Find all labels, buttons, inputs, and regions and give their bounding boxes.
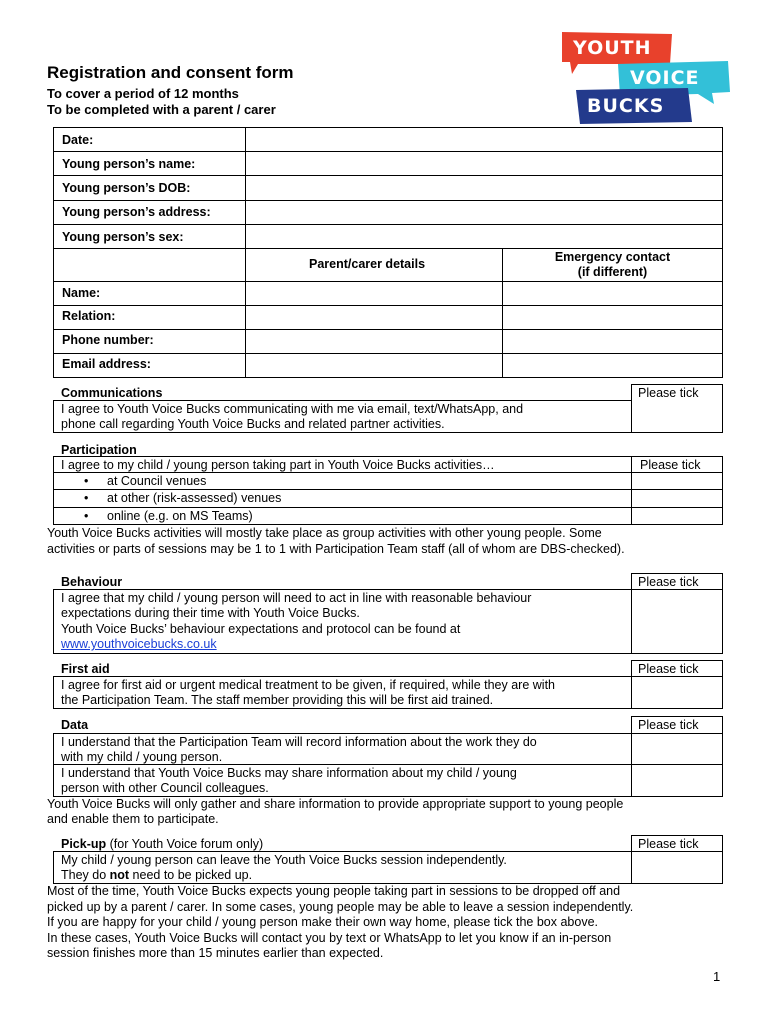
participation-option-other: at other (risk-assessed) venues <box>107 491 282 505</box>
dob-label: Young person’s DOB: <box>62 181 191 195</box>
logo-word-voice: VOICE <box>630 67 700 89</box>
data-record-tick-box[interactable] <box>632 734 722 764</box>
bullet-icon: • <box>84 474 89 488</box>
data-heading: Data <box>61 718 89 732</box>
behaviour-text-1: I agree that my child / young person will need to act in line with reasonable behaviour <box>61 591 532 605</box>
pickup-note-3: If you are happy for your child / young person make their own way home, please tick the box above. <box>47 915 599 929</box>
participation-intro: I agree to my child / young person taking part in Youth Voice Bucks activities… <box>61 458 495 472</box>
communications-heading: Communications <box>61 386 163 400</box>
emergency-header-sub: (if different) <box>577 265 648 279</box>
address-label: Young person’s address: <box>62 205 211 219</box>
behaviour-tick-label: Please tick <box>638 575 699 589</box>
participation-heading: Participation <box>61 443 137 457</box>
first-aid-text-2: the Participation Team. The staff member providing this will be first aid trained. <box>61 693 494 707</box>
relation-label: Relation: <box>62 309 116 323</box>
council-venues-tick-box[interactable] <box>632 473 722 489</box>
parent-header: Parent/carer details <box>309 257 426 271</box>
date-label: Date: <box>62 133 94 147</box>
online-tick-box[interactable] <box>632 508 722 524</box>
pickup-heading-wrap <box>61 837 263 853</box>
other-venues-tick-box[interactable] <box>632 490 722 507</box>
behaviour-link[interactable]: www.youthvoicebucks.co.uk <box>61 637 217 651</box>
participation-note-2: activities or parts of sessions may be 1 to 1 with Participation Team staff (all of whom are DBS-checked). <box>47 542 625 556</box>
data-tick-label: Please tick <box>638 718 699 732</box>
page-number: 1 <box>713 969 721 984</box>
first-aid-heading: First aid <box>61 662 110 676</box>
participation-option-council: at Council venues <box>107 474 207 488</box>
data-share-text-2: person with other Council colleagues. <box>61 781 269 795</box>
subtitle-instruction: To be completed with a parent / carer <box>47 102 276 117</box>
sex-label: Young person’s sex: <box>62 230 184 244</box>
behaviour-link-wrap <box>61 637 217 653</box>
name-label: Young person’s name: <box>62 157 196 171</box>
first-aid-text-1: I agree for first aid or urgent medical treatment to be given, if required, while they are with <box>61 678 555 692</box>
subtitle-period: To cover a period of 12 months <box>47 86 239 101</box>
data-note-1: Youth Voice Bucks will only gather and share information to provide appropriate support to young people <box>47 797 624 811</box>
emergency-header: Emergency contact <box>554 250 671 264</box>
first-aid-tick-label: Please tick <box>638 662 699 676</box>
pickup-note-2: picked up by a parent / carer. In some cases, young people may be able to leave a session independently. <box>47 900 634 914</box>
pickup-text-2c: need to be picked up. <box>129 868 253 882</box>
behaviour-text-2: expectations during their time with Youth Voice Bucks. <box>61 606 360 620</box>
email-label: Email address: <box>62 357 151 371</box>
pickup-heading-note: (for Youth Voice forum only) <box>106 837 264 851</box>
communications-tick-box[interactable] <box>632 401 722 432</box>
pickup-text-1: My child / young person can leave the Youth Voice Bucks session independently. <box>61 853 507 867</box>
pickup-tick-box[interactable] <box>632 852 722 883</box>
pickup-heading: Pick-up <box>61 837 107 851</box>
pickup-note-5: session finishes more than 15 minutes earlier than expected. <box>47 946 384 960</box>
data-share-tick-box[interactable] <box>632 765 722 796</box>
communications-text-1: I agree to Youth Voice Bucks communicating with me via email, text/WhatsApp, and <box>61 402 524 416</box>
first-aid-tick-box[interactable] <box>632 677 722 708</box>
pickup-text-2b: not <box>109 868 130 882</box>
pickup-tick-label: Please tick <box>638 837 699 851</box>
pickup-text-2 <box>61 868 252 884</box>
participation-option-online: online (e.g. on MS Teams) <box>107 509 253 523</box>
behaviour-heading: Behaviour <box>61 575 123 589</box>
pickup-text-2a: They do <box>61 868 110 882</box>
data-note-2: and enable them to participate. <box>47 812 219 826</box>
page-title: Registration and consent form <box>47 63 294 82</box>
bullet-icon: • <box>84 509 89 523</box>
pickup-note-1: Most of the time, Youth Voice Bucks expects young people taking part in sessions to be dropped off and <box>47 884 621 898</box>
bullet-icon: • <box>84 491 89 505</box>
communications-tick-label: Please tick <box>638 386 699 400</box>
communications-text-2: phone call regarding Youth Voice Bucks and related partner activities. <box>61 417 445 431</box>
data-share-text-1: I understand that Youth Voice Bucks may share information about my child / young <box>61 766 517 780</box>
phone-label: Phone number: <box>62 333 154 347</box>
behaviour-text-3: Youth Voice Bucks’ behaviour expectations and protocol can be found at <box>61 622 461 636</box>
participation-tick-label: Please tick <box>640 458 701 472</box>
data-record-text-1: I understand that the Participation Team will record information about the work they do <box>61 735 537 749</box>
participation-note-1: Youth Voice Bucks activities will mostly take place as group activities with other young people. Some <box>47 526 602 540</box>
contact-name-label: Name: <box>62 286 101 300</box>
pickup-note-4: In these cases, Youth Voice Bucks will contact you by text or WhatsApp to let you know if an in-person <box>47 931 612 945</box>
logo-word-youth: YOUTH <box>573 37 652 59</box>
logo-word-bucks: BUCKS <box>587 95 665 117</box>
behaviour-tick-box[interactable] <box>632 590 722 653</box>
data-record-text-2: with my child / young person. <box>61 750 223 764</box>
